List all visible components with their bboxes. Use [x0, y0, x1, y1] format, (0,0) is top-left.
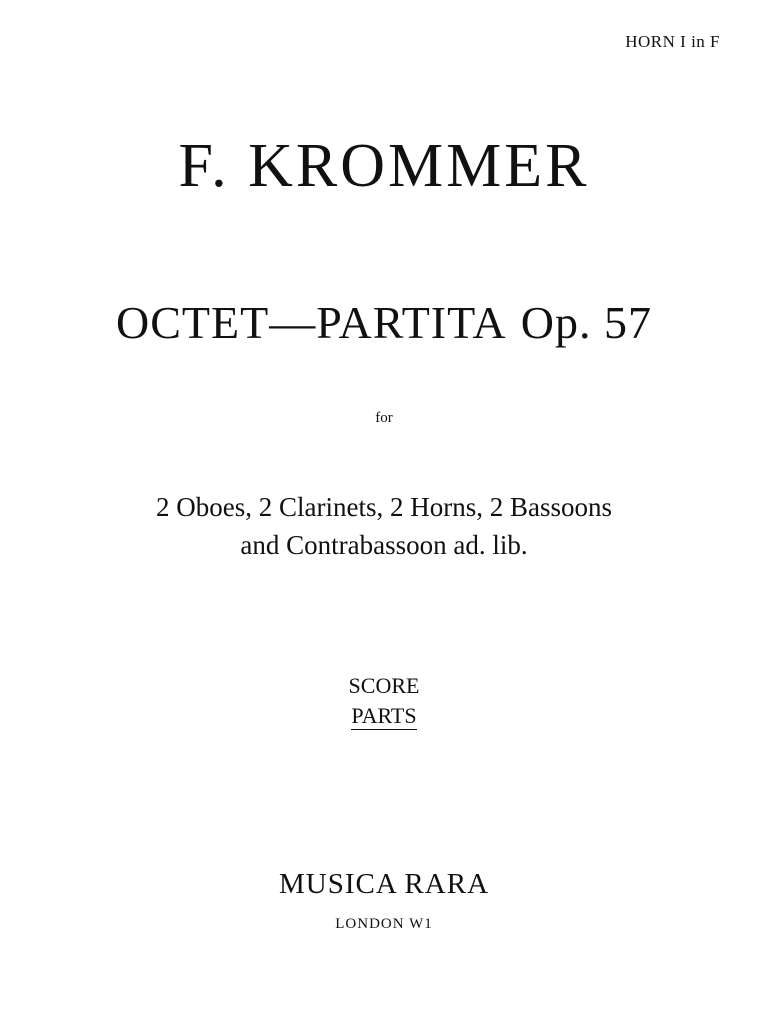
score-label: SCORE [348, 673, 420, 698]
instrumentation-line-2: and Contrabassoon ad. lib. [240, 530, 528, 560]
part-label: HORN I in F [625, 32, 720, 51]
instrumentation [0, 488, 768, 564]
parts-label: PARTS [351, 703, 417, 728]
publisher-city: LONDON W1 [335, 916, 433, 932]
for-label: for [375, 410, 393, 426]
work-title-line [0, 298, 768, 349]
composer-name: F. KROMMER [178, 132, 590, 200]
work-title: OCTET—PARTITA [116, 297, 507, 348]
instrumentation-line-1: 2 Oboes, 2 Clarinets, 2 Horns, 2 Bassoons [156, 492, 612, 522]
opus-number: Op. 57 [520, 297, 652, 348]
publisher-name: MUSICA RARA [278, 868, 490, 900]
edition-list [0, 671, 768, 731]
